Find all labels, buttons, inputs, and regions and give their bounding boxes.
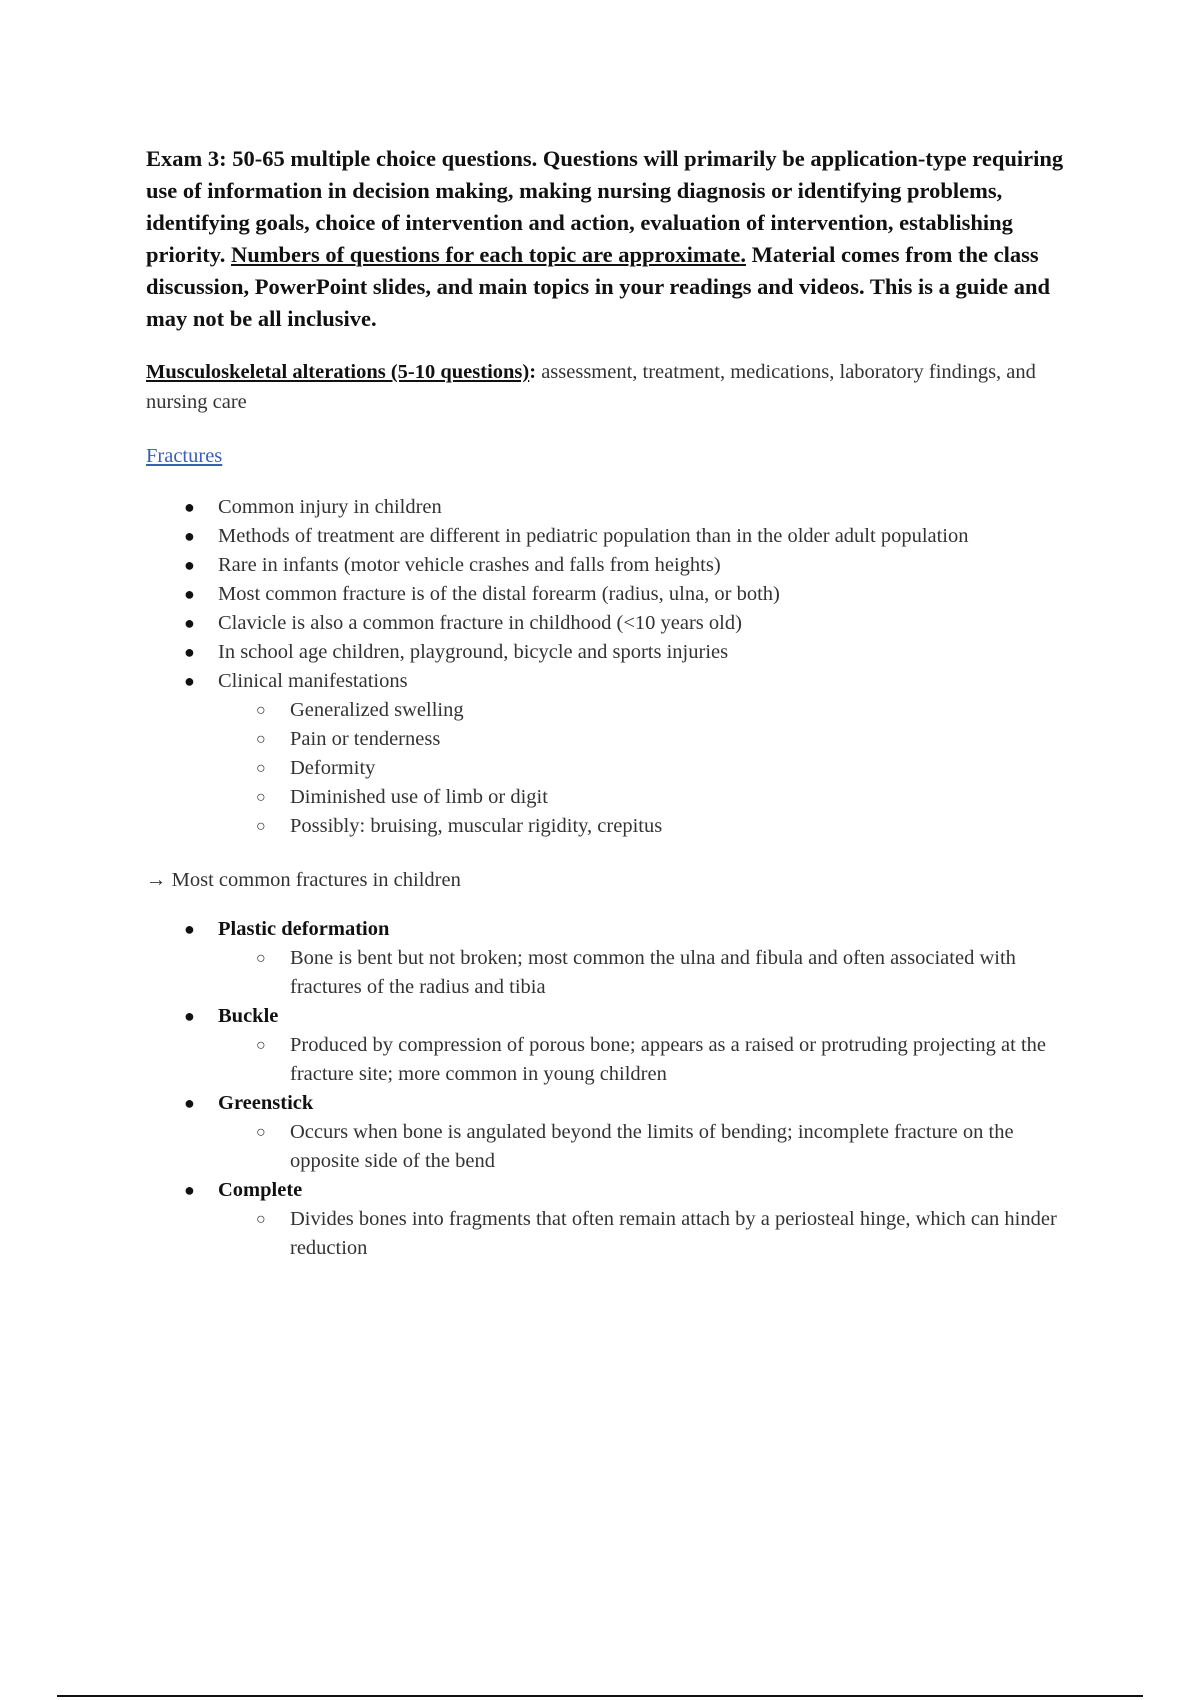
- sub-bullet-icon: ○: [256, 950, 266, 967]
- fracture-points-list: [146, 493, 1076, 841]
- sub-bullet-icon: ○: [256, 789, 266, 806]
- section-heading: Musculoskeletal alterations (5-10 questions): [146, 361, 530, 383]
- list-item-text: Most common fracture is of the distal forearm (radius, ulna, or both): [218, 583, 780, 605]
- bullet-icon: ●: [184, 555, 195, 575]
- sub-bullet-icon: ○: [256, 818, 266, 835]
- sub-bullet-icon: ○: [256, 702, 266, 719]
- fracture-type-details: [218, 1031, 1076, 1089]
- sub-list-item-text: Deformity: [290, 757, 376, 779]
- bullet-icon: ●: [184, 526, 195, 546]
- sub-list-item: [218, 1205, 1076, 1263]
- musculoskeletal-section: [146, 357, 1076, 417]
- sub-bullet-icon: ○: [256, 1211, 266, 1228]
- list-item-text: Methods of treatment are different in pediatric population than in the older adult population: [218, 525, 969, 547]
- section-description: assessment, treatment, medications, laboratory findings, and nursing care: [146, 361, 1036, 413]
- sub-list-item: [218, 1118, 1076, 1176]
- fracture-type-details: [218, 1205, 1076, 1263]
- fracture-type-name: Buckle: [218, 1005, 279, 1027]
- fracture-type-description: Divides bones into fragments that often remain attach by a periosteal hinge, which can hinder reduction: [290, 1208, 1057, 1259]
- fracture-type-description: Bone is bent but not broken; most common the ulna and fibula and often associated with fractures of the radius and tibia: [290, 947, 1016, 998]
- intro-text-1: Exam 3: 50-65 multiple choice questions. Questions will primarily be application-type requiring use of information in decision making, making nursing diagnosis or identifying problems, identifying goals, choice of intervention and action, evaluation of intervention, establishing priority.: [146, 146, 1064, 267]
- fracture-type-name: Plastic deformation: [218, 918, 390, 940]
- bullet-icon: ●: [184, 497, 195, 517]
- sub-list-item-text: Pain or tenderness: [290, 728, 441, 750]
- bullet-icon: ●: [184, 1006, 195, 1026]
- fracture-type-description: Occurs when bone is angulated beyond the limits of bending; incomplete fracture on the opposite side of the bend: [290, 1121, 1014, 1172]
- sub-bullet-icon: ○: [256, 1037, 266, 1054]
- sub-bullet-icon: ○: [256, 1124, 266, 1141]
- bullet-icon: ●: [184, 584, 195, 604]
- sub-list-item: [218, 696, 1076, 725]
- bullet-icon: ●: [184, 1093, 195, 1113]
- sub-list-item: [218, 754, 1076, 783]
- common-fractures-heading: → Most common fractures in children: [146, 869, 461, 891]
- sub-list-item: [218, 783, 1076, 812]
- section-heading-colon: :: [529, 361, 537, 383]
- list-item: [146, 1002, 1076, 1089]
- clinical-manifestations-list: [218, 696, 1076, 841]
- sub-list-item-text: Possibly: bruising, muscular rigidity, crepitus: [290, 815, 663, 837]
- fracture-type-details: [218, 944, 1076, 1002]
- list-item-text: Clavicle is also a common fracture in childhood (<10 years old): [218, 612, 742, 634]
- common-fractures-list: [146, 915, 1076, 1263]
- list-item: [146, 667, 1076, 841]
- exam-intro-paragraph: [146, 143, 1076, 335]
- list-item: [146, 1176, 1076, 1263]
- list-item: [146, 638, 1076, 667]
- bullet-icon: ●: [184, 1180, 195, 1200]
- list-item: [146, 522, 1076, 551]
- list-item-text: Clinical manifestations: [218, 670, 408, 692]
- sub-list-item: [218, 812, 1076, 841]
- bullet-icon: ●: [184, 919, 195, 939]
- sub-list-item: [218, 1031, 1076, 1089]
- list-item: [146, 1089, 1076, 1176]
- sub-list-item-text: Diminished use of limb or digit: [290, 786, 548, 808]
- list-item-text: Rare in infants (motor vehicle crashes and falls from heights): [218, 554, 721, 576]
- sub-list-item: [218, 944, 1076, 1002]
- intro-text-2: Material comes from the class discussion, PowerPoint slides, and main topics in your readings and videos. This is a guide and may not be all inclusive.: [146, 242, 1050, 331]
- document-page: [146, 143, 1076, 1263]
- sub-bullet-icon: ○: [256, 760, 266, 777]
- bullet-icon: ●: [184, 642, 195, 662]
- intro-underlined-text: Numbers of questions for each topic are approximate.: [231, 242, 746, 267]
- sub-bullet-icon: ○: [256, 731, 266, 748]
- sub-list-item-text: Generalized swelling: [290, 699, 464, 721]
- list-item: [146, 915, 1076, 1002]
- list-item: [146, 609, 1076, 638]
- list-item: [146, 493, 1076, 522]
- fracture-type-description: Produced by compression of porous bone; appears as a raised or protruding projecting at the fracture site; more common in young children: [290, 1034, 1047, 1085]
- fracture-type-details: [218, 1118, 1076, 1176]
- bullet-icon: ●: [184, 671, 195, 691]
- fractures-link[interactable]: Fractures: [146, 445, 223, 467]
- page-bottom-rule: [57, 1695, 1143, 1697]
- bullet-icon: ●: [184, 613, 195, 633]
- fracture-type-name: Greenstick: [218, 1092, 314, 1114]
- list-item-text: Common injury in children: [218, 496, 442, 518]
- sub-list-item: [218, 725, 1076, 754]
- list-item-text: In school age children, playground, bicycle and sports injuries: [218, 641, 729, 663]
- list-item: [146, 580, 1076, 609]
- fracture-type-name: Complete: [218, 1179, 303, 1201]
- list-item: [146, 551, 1076, 580]
